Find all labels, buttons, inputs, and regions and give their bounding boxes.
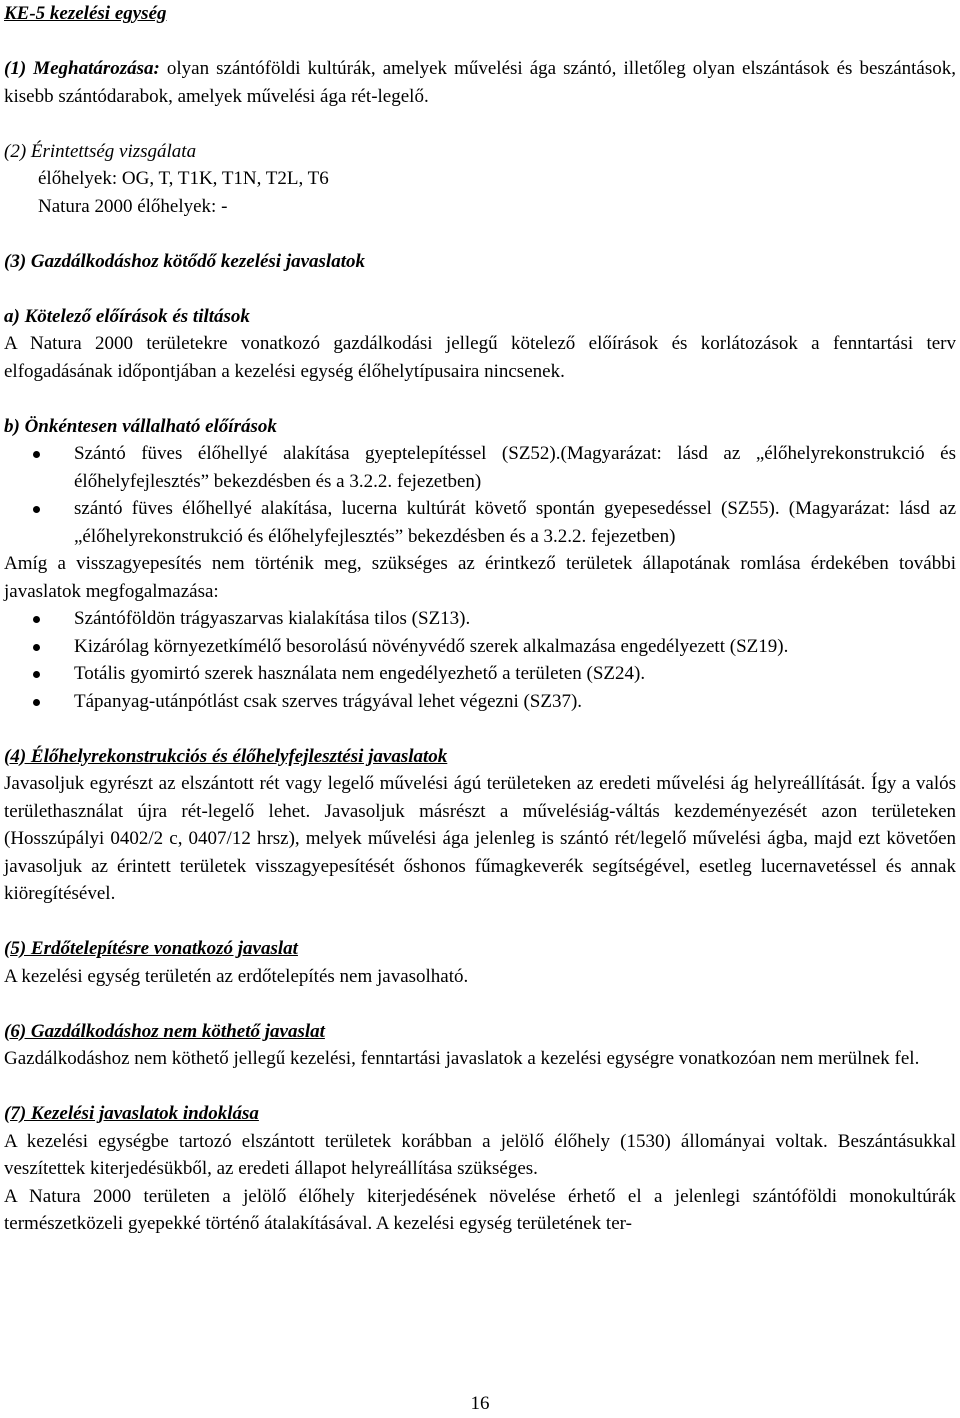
- mandatory-rules-text: A Natura 2000 területekre vonatkozó gazdálkodási jellegű kötelező előírások és korlátozások a fenntartási terv elfogadásának időpontjában a kezelési egység élőhelytípusaira nincsenek.: [4, 333, 956, 382]
- justification-paragraph-1: A kezelési egységbe tartozó elszántott területek korábban a jelölő élőhely (1530) állományai voltak. Beszántásukkal veszítettek kiterjedésükből, az eredeti állapot helyreállítása szükséges.: [4, 1130, 956, 1179]
- afforestation-text: A kezelési egység területén az erdőtelepítés nem javasolható.: [4, 965, 469, 987]
- habitat-reconstruction-heading: (4) Élőhelyrekonstrukciós és élőhelyfejlesztési javaslatok: [4, 745, 448, 767]
- list-item: Kizárólag környezetkímélő besorolású növényvédő szerek alkalmazása engedélyezett (SZ19).: [4, 633, 956, 661]
- non-farming-proposal-heading: (6) Gazdálkodáshoz nem köthető javaslat: [4, 1020, 325, 1042]
- list-item: Tápanyag-utánpótlást csak szerves trágyával lehet végezni (SZ37).: [4, 688, 956, 716]
- bullet-icon: [33, 699, 40, 706]
- bullet-icon: [33, 671, 40, 678]
- natura-habitats-line: Natura 2000 élőhelyek: -: [38, 195, 228, 217]
- page-number: 16: [470, 1393, 490, 1414]
- definition-label: (1) Meghatározása:: [4, 58, 160, 79]
- definition-text: olyan szántóföldi kultúrák, amelyek művelési ága szántó, illetőleg olyan elszántások és beszántások, kisebb szántódarabok, amelyek művelési ága rét-legelő.: [4, 58, 956, 107]
- non-farming-proposal-text: Gazdálkodáshoz nem köthető jellegű kezelési, fenntartási javaslatok a kezelési egységre vonatkozóan nem merülnek fel.: [4, 1048, 920, 1069]
- voluntary-rules-list: [4, 440, 956, 550]
- bullet-icon: [33, 451, 40, 458]
- list-item: Szántóföldön trágyaszarvas kialakítása tilos (SZ13).: [4, 605, 956, 633]
- further-proposals-intro: Amíg a visszagyepesítés nem történik meg, szükséges az érintkező területek állapotának romlása érdekében további javaslatok megfogalmazása:: [4, 553, 956, 602]
- list-item: szántó füves élőhellyé alakítása, lucerna kultúrát követő spontán gyepesedéssel (SZ55). (Magyarázat: lásd az „élőhelyrekonstrukció és élőhelyfejlesztés” bekezdésben és a 3.2.2. fejezetben): [4, 495, 956, 550]
- page-content: [4, 0, 956, 1238]
- justification-heading: (7) Kezelési javaslatok indoklása: [4, 1103, 259, 1124]
- definition-paragraph: [4, 55, 956, 110]
- list-item: Totális gyomirtó szerek használata nem engedélyezhető a területen (SZ24).: [4, 660, 956, 688]
- bullet-icon: [33, 644, 40, 651]
- afforestation-heading: (5) Erdőtelepítésre vonatkozó javaslat: [4, 938, 298, 959]
- affected-heading: (2) Érintettség vizsgálata: [4, 140, 197, 162]
- justification-paragraph-2: A Natura 2000 területen a jelölő élőhely kiterjedésének növelése érhető el a jelenlegi szántóföldi monokultúrák természetközeli gyepekké történő átalakításával. A kezelési egység területének ter-: [4, 1185, 956, 1234]
- bullet-icon: [33, 616, 40, 623]
- unit-title: KE-5 kezelési egység: [4, 3, 167, 24]
- management-heading: (3) Gazdálkodáshoz kötődő kezelési javaslatok: [4, 250, 365, 272]
- mandatory-rules-heading: a) Kötelező előírások és tiltások: [4, 305, 250, 327]
- bullet-icon: [33, 506, 40, 513]
- further-proposals-list: [4, 605, 956, 715]
- list-item: Szántó füves élőhellyé alakítása gyeptelepítéssel (SZ52).(Magyarázat: lásd az „élőhelyrekonstrukció és élőhelyfejlesztés” bekezdésben és a 3.2.2. fejezetben): [4, 440, 956, 495]
- habitat-reconstruction-text: Javasoljuk egyrészt az elszántott rét vagy legelő művelési ágú területeken az eredeti művelési ág helyreállítását. Így a valós területhasználat újra rét-legelő lehet. Javasoljuk másrészt a művelésiág-váltás kezdeményezését azon területeken (Hosszúpályi 0402/2 c, 0407/12 hrsz), melyek művelési ága jelenleg is szántó rét/legelő művelési ágba, majd ezt követően javasoljuk az érintett területek visszagyepesítését őshonos fűmagkeverék segítségével, esetleg lucernavetéssel és annak kiöregítésével.: [4, 773, 956, 904]
- habitats-line: élőhelyek: OG, T, T1K, T1N, T2L, T6: [38, 168, 329, 189]
- voluntary-rules-heading: b) Önkéntesen vállalható előírások: [4, 415, 277, 437]
